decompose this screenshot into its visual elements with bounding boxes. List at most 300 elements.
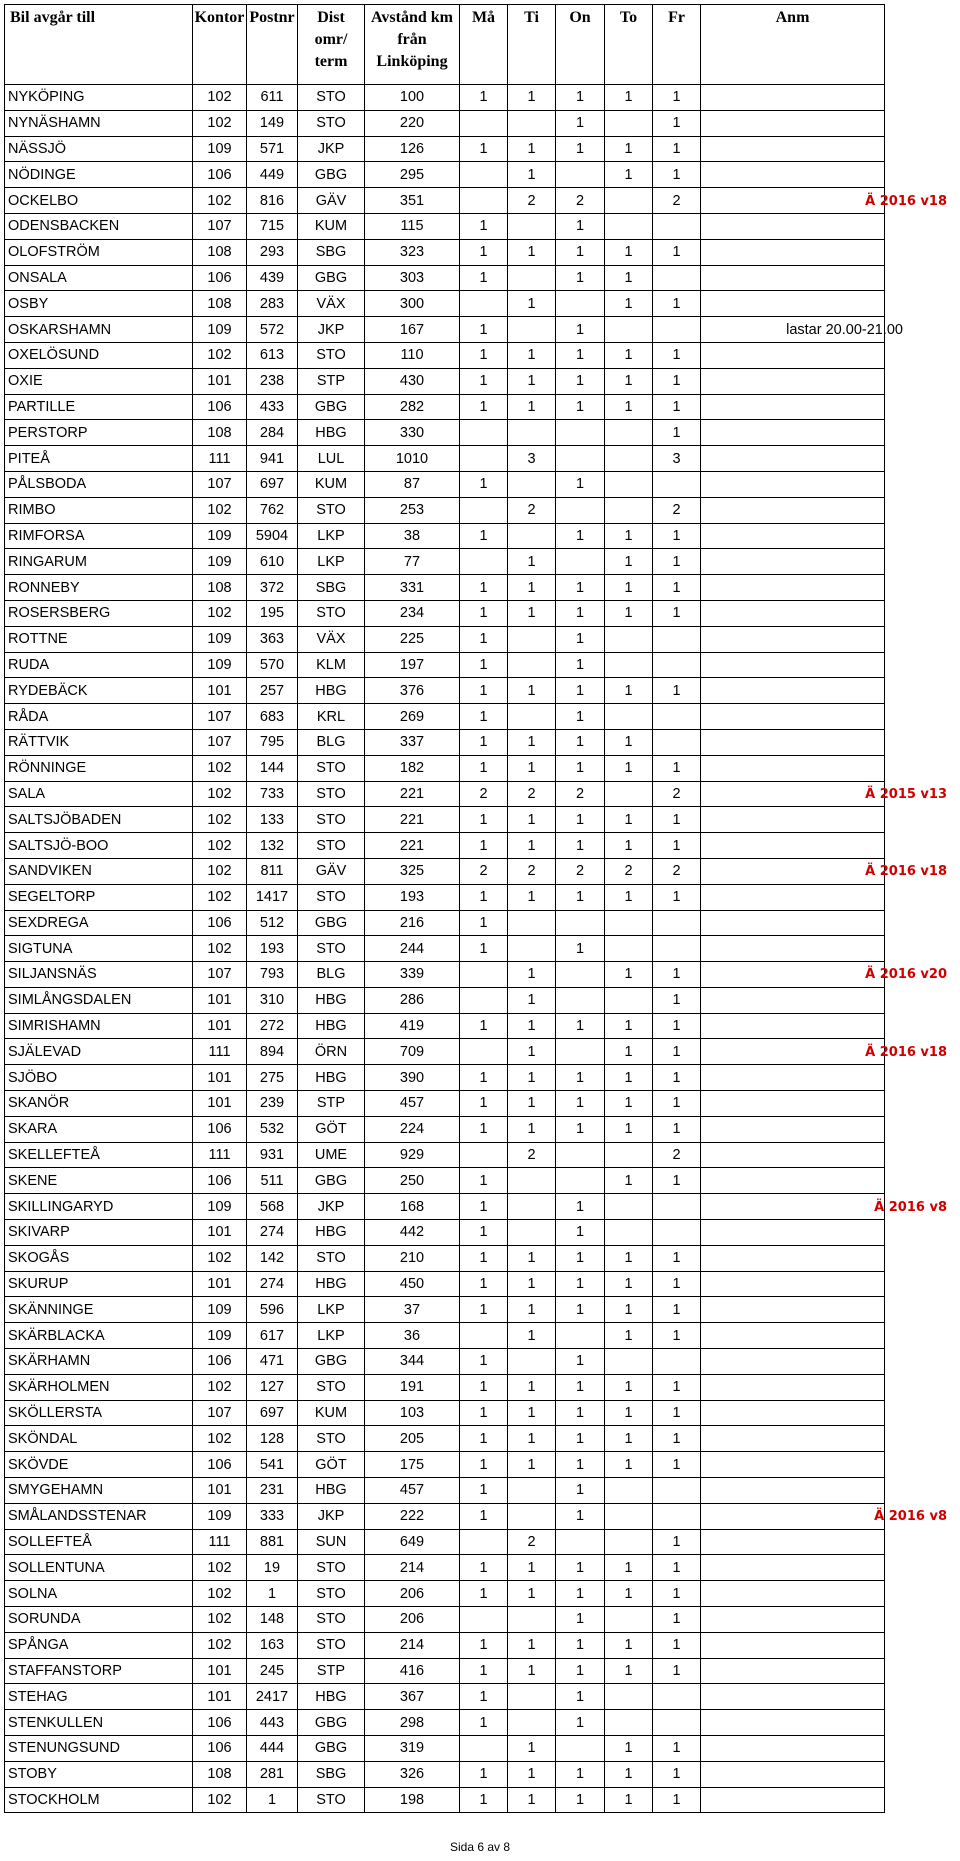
header-wednesday: On (556, 5, 605, 85)
cell-friday: 1 (653, 1581, 701, 1607)
table-row (5, 626, 885, 652)
cell-thursday: 2 (605, 858, 653, 884)
cell-friday: 1 (653, 1374, 701, 1400)
table-row (5, 239, 885, 265)
cell-thursday: 1 (605, 1065, 653, 1091)
cell-thursday: 1 (605, 1297, 653, 1323)
cell-postcode: 816 (247, 188, 298, 214)
cell-office: 109 (193, 317, 247, 343)
cell-postcode: 274 (247, 1271, 298, 1297)
cell-tuesday: 2 (508, 188, 556, 214)
remark-text: lastar 20.00-21.00 (786, 321, 903, 338)
cell-district: JKP (298, 1194, 365, 1220)
cell-postcode: 697 (247, 471, 298, 497)
table-row (5, 394, 885, 420)
cell-tuesday (508, 1607, 556, 1633)
cell-monday: 1 (460, 1684, 508, 1710)
cell-distance: 168 (365, 1194, 460, 1220)
table-row (5, 291, 885, 317)
cell-district: SBG (298, 575, 365, 601)
cell-thursday: 1 (605, 1374, 653, 1400)
table-row (5, 342, 885, 368)
cell-monday: 1 (460, 394, 508, 420)
header-friday: Fr (653, 5, 701, 85)
cell-tuesday: 1 (508, 1426, 556, 1452)
remark-text: Ä 2015 v13 (865, 786, 947, 802)
table-row (5, 136, 885, 162)
cell-tuesday: 1 (508, 394, 556, 420)
cell-thursday: 1 (605, 1271, 653, 1297)
cell-office: 109 (193, 1323, 247, 1349)
cell-monday (460, 446, 508, 472)
cell-tuesday (508, 265, 556, 291)
cell-district: KLM (298, 652, 365, 678)
cell-destination: STAFFANSTORP (5, 1658, 193, 1684)
cell-thursday (605, 626, 653, 652)
cell-wednesday: 1 (556, 265, 605, 291)
cell-destination: RÅDA (5, 704, 193, 730)
cell-distance: 216 (365, 910, 460, 936)
cell-remark (701, 1091, 885, 1117)
cell-postcode: 762 (247, 497, 298, 523)
cell-tuesday: 1 (508, 1374, 556, 1400)
cell-friday (653, 936, 701, 962)
cell-wednesday: 1 (556, 1013, 605, 1039)
cell-postcode: 471 (247, 1349, 298, 1375)
table-row (5, 1142, 885, 1168)
cell-postcode: 449 (247, 162, 298, 188)
cell-tuesday: 2 (508, 1142, 556, 1168)
cell-district: UME (298, 1142, 365, 1168)
cell-friday: 1 (653, 1736, 701, 1762)
cell-friday: 1 (653, 549, 701, 575)
cell-monday: 1 (460, 626, 508, 652)
cell-monday (460, 188, 508, 214)
cell-tuesday: 1 (508, 1761, 556, 1787)
cell-thursday (605, 420, 653, 446)
cell-remark (701, 1529, 885, 1555)
cell-monday: 1 (460, 1478, 508, 1504)
cell-friday: 1 (653, 1529, 701, 1555)
cell-wednesday: 1 (556, 368, 605, 394)
table-row (5, 1710, 885, 1736)
cell-thursday (605, 497, 653, 523)
cell-destination: OXELÖSUND (5, 342, 193, 368)
cell-thursday: 1 (605, 523, 653, 549)
cell-district: SBG (298, 1761, 365, 1787)
cell-thursday (605, 446, 653, 472)
cell-friday: 1 (653, 1426, 701, 1452)
cell-tuesday: 1 (508, 1116, 556, 1142)
table-row (5, 962, 885, 988)
cell-monday: 1 (460, 1271, 508, 1297)
cell-office: 111 (193, 446, 247, 472)
cell-monday (460, 497, 508, 523)
cell-monday: 1 (460, 600, 508, 626)
cell-wednesday: 1 (556, 884, 605, 910)
cell-postcode: 231 (247, 1478, 298, 1504)
table-row (5, 833, 885, 859)
cell-remark (701, 1607, 885, 1633)
cell-distance: 214 (365, 1632, 460, 1658)
cell-postcode: 541 (247, 1452, 298, 1478)
cell-thursday: 1 (605, 1116, 653, 1142)
cell-friday: 1 (653, 807, 701, 833)
cell-friday: 1 (653, 1400, 701, 1426)
table-row (5, 368, 885, 394)
cell-district: STO (298, 110, 365, 136)
table-row (5, 1220, 885, 1246)
cell-destination: SKELLEFTEÅ (5, 1142, 193, 1168)
cell-monday: 1 (460, 729, 508, 755)
table-row (5, 600, 885, 626)
cell-postcode: 610 (247, 549, 298, 575)
cell-thursday (605, 1349, 653, 1375)
cell-monday: 1 (460, 652, 508, 678)
cell-office: 106 (193, 910, 247, 936)
cell-distance: 325 (365, 858, 460, 884)
cell-friday: 1 (653, 1607, 701, 1633)
cell-destination: SKÄRHAMN (5, 1349, 193, 1375)
cell-remark (701, 394, 885, 420)
cell-office: 106 (193, 162, 247, 188)
cell-office: 101 (193, 1065, 247, 1091)
cell-office: 108 (193, 575, 247, 601)
cell-wednesday: 1 (556, 1220, 605, 1246)
cell-remark (701, 1503, 947, 1529)
cell-postcode: 596 (247, 1297, 298, 1323)
cell-office: 102 (193, 936, 247, 962)
cell-friday: 1 (653, 342, 701, 368)
cell-wednesday (556, 962, 605, 988)
cell-tuesday (508, 317, 556, 343)
cell-thursday: 1 (605, 1013, 653, 1039)
cell-destination: SIMRISHAMN (5, 1013, 193, 1039)
cell-office: 106 (193, 1736, 247, 1762)
cell-office: 111 (193, 1142, 247, 1168)
cell-district: STO (298, 936, 365, 962)
cell-distance: 282 (365, 394, 460, 420)
cell-friday: 1 (653, 884, 701, 910)
cell-distance: 709 (365, 1039, 460, 1065)
cell-monday: 1 (460, 1452, 508, 1478)
cell-destination: SKILLINGARYD (5, 1194, 193, 1220)
cell-destination: SEXDREGA (5, 910, 193, 936)
cell-remark (701, 136, 885, 162)
cell-remark (701, 1581, 885, 1607)
cell-distance: 220 (365, 110, 460, 136)
cell-destination: ONSALA (5, 265, 193, 291)
cell-district: HBG (298, 987, 365, 1013)
cell-monday: 1 (460, 213, 508, 239)
cell-monday: 1 (460, 1374, 508, 1400)
cell-remark (701, 110, 885, 136)
cell-destination: SOLNA (5, 1581, 193, 1607)
cell-tuesday: 1 (508, 1581, 556, 1607)
cell-tuesday: 1 (508, 1039, 556, 1065)
cell-distance: 416 (365, 1658, 460, 1684)
cell-thursday: 1 (605, 265, 653, 291)
cell-monday: 1 (460, 704, 508, 730)
cell-friday (653, 1503, 701, 1529)
cell-district: STO (298, 1607, 365, 1633)
cell-thursday (605, 317, 653, 343)
cell-monday: 1 (460, 936, 508, 962)
cell-wednesday: 1 (556, 1245, 605, 1271)
cell-wednesday: 1 (556, 1761, 605, 1787)
cell-destination: PITEÅ (5, 446, 193, 472)
header-district: Dist omr/ term (298, 5, 365, 85)
cell-thursday: 1 (605, 342, 653, 368)
cell-remark (701, 549, 885, 575)
cell-friday (653, 1220, 701, 1246)
cell-postcode: 444 (247, 1736, 298, 1762)
cell-friday: 1 (653, 1091, 701, 1117)
cell-friday: 2 (653, 497, 701, 523)
cell-friday: 2 (653, 1142, 701, 1168)
cell-office: 109 (193, 1297, 247, 1323)
cell-destination: PÅLSBODA (5, 471, 193, 497)
cell-wednesday: 1 (556, 1684, 605, 1710)
table-row (5, 523, 885, 549)
cell-postcode: 284 (247, 420, 298, 446)
cell-wednesday: 1 (556, 807, 605, 833)
cell-district: HBG (298, 1684, 365, 1710)
cell-district: GBG (298, 1349, 365, 1375)
cell-remark (701, 1684, 885, 1710)
cell-monday (460, 1323, 508, 1349)
cell-tuesday: 1 (508, 1452, 556, 1478)
cell-tuesday: 1 (508, 1323, 556, 1349)
cell-office: 102 (193, 600, 247, 626)
cell-thursday (605, 213, 653, 239)
cell-office: 109 (193, 136, 247, 162)
cell-thursday (605, 987, 653, 1013)
cell-monday: 1 (460, 1220, 508, 1246)
cell-wednesday (556, 1142, 605, 1168)
cell-monday: 1 (460, 1168, 508, 1194)
cell-remark (701, 1116, 885, 1142)
cell-tuesday: 1 (508, 1091, 556, 1117)
cell-distance: 344 (365, 1349, 460, 1375)
cell-tuesday: 1 (508, 833, 556, 859)
cell-thursday (605, 1194, 653, 1220)
cell-remark (701, 1426, 885, 1452)
cell-remark (701, 910, 885, 936)
table-row (5, 1761, 885, 1787)
cell-friday: 1 (653, 987, 701, 1013)
cell-wednesday (556, 420, 605, 446)
cell-distance: 339 (365, 962, 460, 988)
cell-postcode: 132 (247, 833, 298, 859)
cell-office: 101 (193, 1684, 247, 1710)
cell-wednesday: 1 (556, 704, 605, 730)
cell-office: 101 (193, 1091, 247, 1117)
cell-district: STO (298, 1245, 365, 1271)
cell-destination: SORUNDA (5, 1607, 193, 1633)
cell-postcode: 733 (247, 781, 298, 807)
cell-monday: 1 (460, 1761, 508, 1787)
cell-postcode: 2417 (247, 1684, 298, 1710)
cell-distance: 457 (365, 1478, 460, 1504)
cell-friday: 1 (653, 85, 701, 111)
cell-district: KUM (298, 213, 365, 239)
cell-monday (460, 1039, 508, 1065)
cell-tuesday: 1 (508, 1297, 556, 1323)
remark-text: Ä 2016 v8 (874, 1199, 947, 1215)
cell-remark (701, 317, 903, 343)
cell-distance: 206 (365, 1607, 460, 1633)
table-row (5, 1349, 885, 1375)
cell-office: 102 (193, 833, 247, 859)
cell-destination: NÖDINGE (5, 162, 193, 188)
cell-wednesday: 1 (556, 1452, 605, 1478)
cell-district: STO (298, 755, 365, 781)
cell-tuesday (508, 1168, 556, 1194)
cell-remark (701, 987, 885, 1013)
cell-monday: 1 (460, 1658, 508, 1684)
cell-destination: SALA (5, 781, 193, 807)
cell-monday: 1 (460, 833, 508, 859)
table-row (5, 1297, 885, 1323)
cell-friday: 2 (653, 188, 701, 214)
cell-friday: 1 (653, 962, 701, 988)
cell-thursday: 1 (605, 1555, 653, 1581)
cell-office: 106 (193, 1168, 247, 1194)
cell-tuesday: 1 (508, 291, 556, 317)
cell-thursday: 1 (605, 575, 653, 601)
cell-thursday: 1 (605, 755, 653, 781)
cell-thursday: 1 (605, 291, 653, 317)
cell-thursday (605, 188, 653, 214)
cell-monday (460, 420, 508, 446)
cell-district: STO (298, 85, 365, 111)
cell-office: 111 (193, 1529, 247, 1555)
cell-tuesday (508, 652, 556, 678)
cell-district: GBG (298, 162, 365, 188)
cell-monday (460, 1736, 508, 1762)
cell-distance: 221 (365, 781, 460, 807)
cell-wednesday: 1 (556, 394, 605, 420)
cell-remark (701, 1168, 885, 1194)
cell-thursday: 1 (605, 833, 653, 859)
cell-remark (701, 1245, 885, 1271)
cell-remark (701, 471, 885, 497)
cell-thursday (605, 1710, 653, 1736)
cell-wednesday: 1 (556, 110, 605, 136)
cell-postcode: 333 (247, 1503, 298, 1529)
cell-office: 102 (193, 1632, 247, 1658)
cell-district: HBG (298, 420, 365, 446)
cell-destination: SKANÖR (5, 1091, 193, 1117)
cell-destination: SPÅNGA (5, 1632, 193, 1658)
cell-thursday: 1 (605, 1452, 653, 1478)
cell-wednesday (556, 291, 605, 317)
cell-office: 102 (193, 1607, 247, 1633)
cell-distance: 77 (365, 549, 460, 575)
cell-destination: SJÄLEVAD (5, 1039, 193, 1065)
cell-distance: 330 (365, 420, 460, 446)
cell-destination: OLOFSTRÖM (5, 239, 193, 265)
cell-thursday: 1 (605, 1168, 653, 1194)
cell-office: 108 (193, 239, 247, 265)
cell-tuesday: 1 (508, 1065, 556, 1091)
cell-postcode: 195 (247, 600, 298, 626)
cell-monday: 1 (460, 317, 508, 343)
cell-district: LUL (298, 446, 365, 472)
cell-district: JKP (298, 317, 365, 343)
cell-office: 102 (193, 884, 247, 910)
cell-friday (653, 729, 701, 755)
page-number: Sida 6 av 8 (449, 1840, 511, 1854)
cell-monday (460, 162, 508, 188)
cell-district: STO (298, 833, 365, 859)
cell-distance: 250 (365, 1168, 460, 1194)
cell-thursday: 1 (605, 394, 653, 420)
table-row (5, 1091, 885, 1117)
table-row (5, 1581, 885, 1607)
cell-friday: 1 (653, 1271, 701, 1297)
table-row (5, 446, 885, 472)
cell-district: GBG (298, 910, 365, 936)
cell-remark (701, 1297, 885, 1323)
cell-friday: 1 (653, 239, 701, 265)
cell-remark (701, 420, 885, 446)
cell-postcode: 931 (247, 1142, 298, 1168)
cell-distance: 323 (365, 239, 460, 265)
cell-remark (701, 755, 885, 781)
cell-wednesday: 1 (556, 575, 605, 601)
cell-thursday (605, 471, 653, 497)
cell-tuesday: 1 (508, 239, 556, 265)
cell-thursday: 1 (605, 678, 653, 704)
cell-monday: 1 (460, 1091, 508, 1117)
cell-postcode: 127 (247, 1374, 298, 1400)
cell-distance: 115 (365, 213, 460, 239)
cell-monday: 1 (460, 265, 508, 291)
cell-district: STO (298, 1787, 365, 1813)
cell-wednesday: 1 (556, 317, 605, 343)
table-row (5, 497, 885, 523)
table-row (5, 1736, 885, 1762)
cell-thursday: 1 (605, 884, 653, 910)
cell-distance: 205 (365, 1426, 460, 1452)
cell-office: 102 (193, 1426, 247, 1452)
cell-distance: 419 (365, 1013, 460, 1039)
cell-remark (701, 239, 885, 265)
cell-monday: 1 (460, 575, 508, 601)
cell-district: LKP (298, 1323, 365, 1349)
header-distance: Avstånd km från Linköping (365, 5, 460, 85)
cell-distance: 167 (365, 317, 460, 343)
cell-wednesday: 1 (556, 85, 605, 111)
cell-district: STO (298, 600, 365, 626)
cell-wednesday: 1 (556, 1400, 605, 1426)
cell-destination: RIMFORSA (5, 523, 193, 549)
cell-office: 107 (193, 213, 247, 239)
cell-destination: NYKÖPING (5, 85, 193, 111)
cell-wednesday: 1 (556, 523, 605, 549)
cell-remark (701, 1452, 885, 1478)
cell-office: 106 (193, 265, 247, 291)
cell-wednesday: 1 (556, 1271, 605, 1297)
cell-monday: 1 (460, 1013, 508, 1039)
cell-remark (701, 1142, 885, 1168)
cell-wednesday: 1 (556, 1349, 605, 1375)
cell-office: 102 (193, 188, 247, 214)
cell-monday: 1 (460, 136, 508, 162)
cell-destination: SKÄRHOLMEN (5, 1374, 193, 1400)
